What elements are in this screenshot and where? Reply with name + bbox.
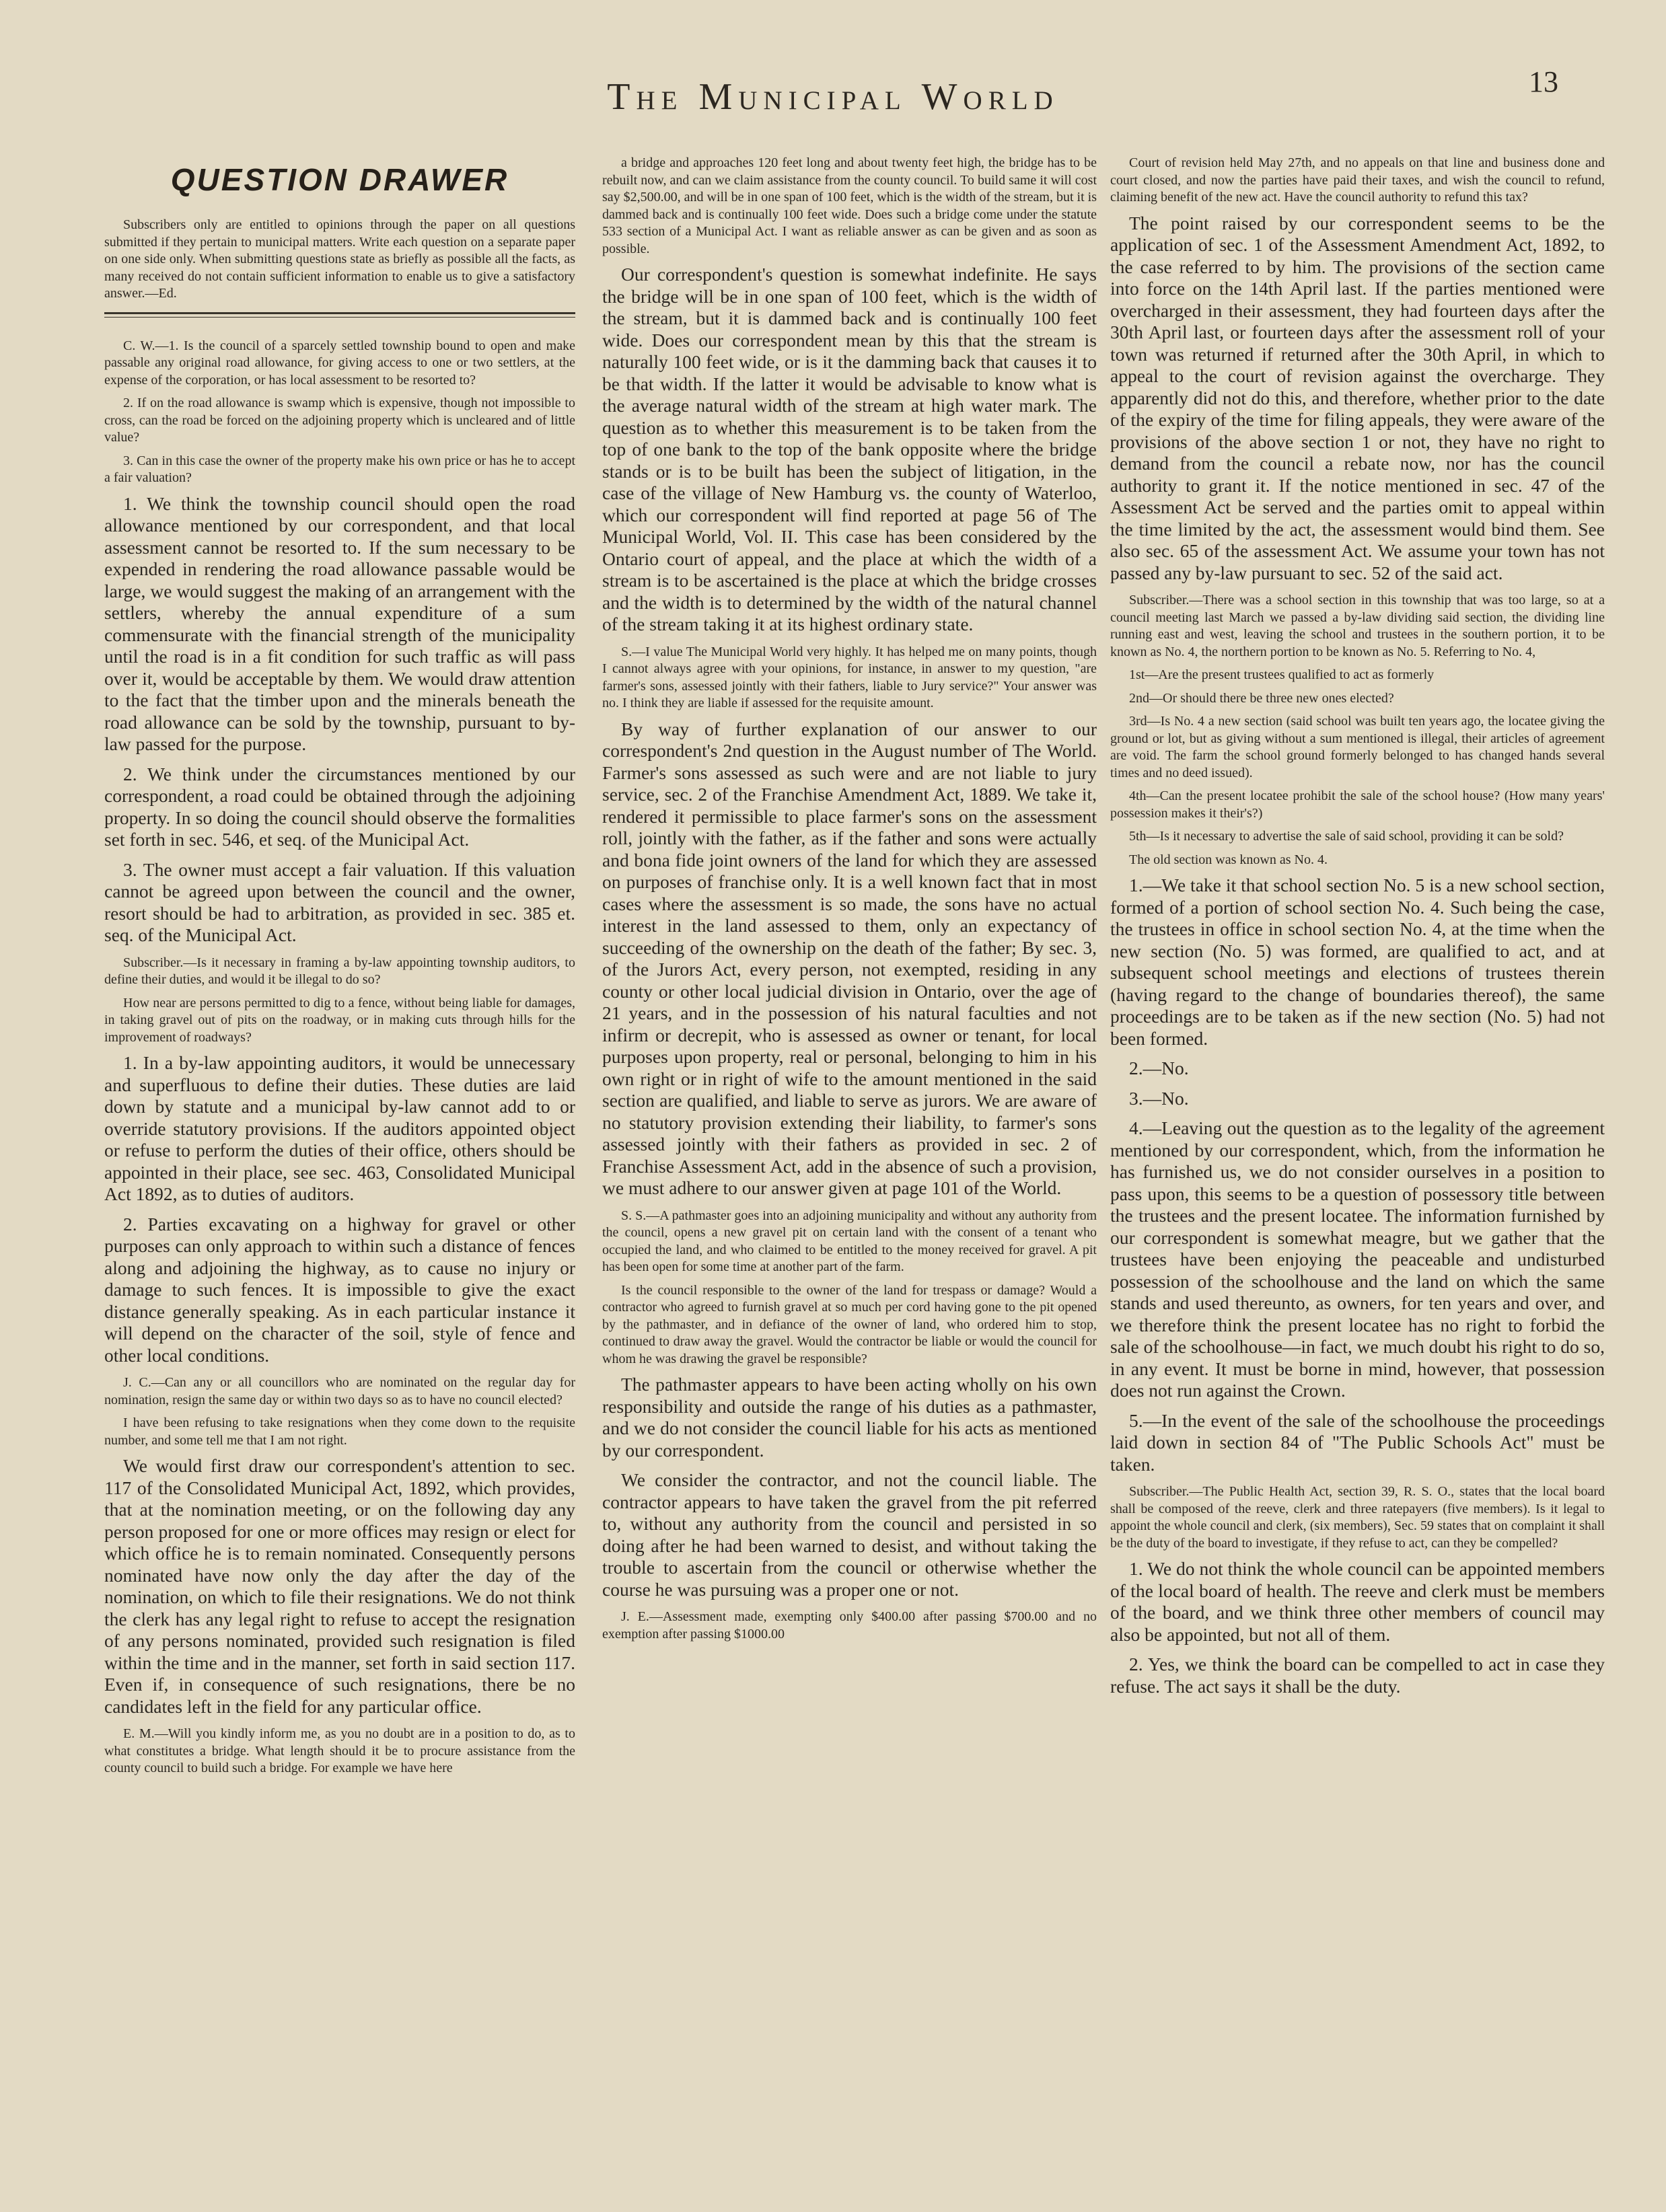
- answer-paragraph: 2. Parties excavating on a highway for gravel or other purposes can only approach to within such a distance of fences along and adjoining the highway, as to cause no injury or damage to such fences. It is impossible to give the exact distance generally speaking. As in each particular instance it will depend on the character of the soil, style of fence and other local conditions.: [104, 1213, 575, 1366]
- divider-rule: [104, 312, 575, 318]
- question-paragraph: The old section was known as No. 4.: [1129, 852, 1328, 867]
- answer-paragraph: 2. We think under the circumstances mentioned by our correspondent, a road could be obtained through the adjoining property. In so doing the council should observe the formalities set forth in sec. 546, et seq. of the Municipal Act.: [104, 763, 575, 850]
- question-paragraph: Is the council responsible to the owner of the land for trespass or damage? Would a contractor who agreed to furnish gravel at so much per cord having gone to the pit opened by the pathmaster, and in defiance of the owner of land, who ordered him to stop, continued to draw away the gravel. Would the contractor be liable or would the council for whom he was drawing the gravel be responsible?: [602, 1282, 1097, 1366]
- question-paragraph: C. W.—1. Is the council of a sparcely settled township bound to open and make passable any original road allowance, for giving access to one or two settlers, at the expense of the corporation, or has local assessment to be resorted to?: [104, 338, 575, 388]
- answer-paragraph: Our correspondent's question is somewhat indefinite. He says the bridge will be in one span of 100 feet, which is the width of the stream, but it is dammed back and is continually 100 feet wide. Does our correspondent mean by this that the stream is naturally 100 feet wide, or is it the damming back that causes it to be that width. If the latter it would be advisable to know what is the average natural width of the stream at high water mark. The question as to whether this measurement is to be taken from the top of one bank to the top of the bank opposite where the bridge stands or is to be built has been the subject of litigation, in the case of the village of New Hamburg vs. the county of Waterloo, which our correspondent will find reported at page 56 of The Municipal World, Vol. II. This case has been considered by the Ontario court of appeal, and the place at which the width of a stream is to be ascertained is the place at which the bridge crosses and the width is to determined by the width of the natural channel of the stream taking it at its highest ordinary state.: [602, 264, 1097, 634]
- question-paragraph: 3rd—Is No. 4 a new section (said school was built ten years ago, the locatee giving the ground or lot, but as giving without a sum mentioned is illegal, their articles of agreement are void. The farm the school ground formerly belonged to has changed hands several times and no deed issued).: [1110, 714, 1605, 780]
- column-2: [602, 155, 1097, 2138]
- answer-paragraph: 4.—Leaving out the question as to the legality of the agreement mentioned by our correspondent, which, from the information he has furnished us, we do not consider ourselves in a position to pass upon, this seems to be a question of possessory title between the trustees and the present locatee. The information furnished by our correspondent is somewhat meagre, but we gather that the trustees have been enjoying the peaceable and undisturbed possession of the schoolhouse and the land on which the same stands and used thereunto, as owners, for ten years and over, and we therefore think the present locatee has no right to forbid the sale of the schoolhouse—in fact, we much doubt his right to do so, in any event. It must be borne in mind, however, that possession does not run against the Crown.: [1110, 1117, 1605, 1401]
- column-1: [104, 155, 575, 2138]
- question-paragraph: Subscriber.—Is it necessary in framing a by-law appointing township auditors, to define their duties, and would it be illegal to do so?: [104, 955, 575, 987]
- question-paragraph: Subscriber.—There was a school section in this township that was too large, so at a council meeting last March we passed a by-law dividing said section, the dividing line running east and west, leaving the school and trustees in the southern portion, it to be known as No. 4, the northern portion to be known as No. 5. Referring to No. 4,: [1110, 593, 1605, 659]
- answer-paragraph: The pathmaster appears to have been acting wholly on his own responsibility and outside the range of his duties as a pathmaster, and we do not consider the council liable for his acts as mentioned by our correspondent.: [602, 1374, 1097, 1461]
- question-paragraph: 5th—Is it necessary to advertise the sale of said school, providing it can be sold?: [1129, 829, 1564, 844]
- question-paragraph: E. M.—Will you kindly inform me, as you no doubt are in a position to do, as to what constitutes a bridge. What length should it be to procure assistance from the county council to build such a bridge. For example we have here: [104, 1726, 575, 1775]
- question-paragraph: S. S.—A pathmaster goes into an adjoining municipality and without any authority from the council, opens a new gravel pit on certain land with the consent of a tenant who occupied the land, and who claimed to be entitled to the money received for gravel. A pit has been open for some time at another part of the farm.: [602, 1208, 1097, 1274]
- answer-paragraph: 1. In a by-law appointing auditors, it would be unnecessary and superfluous to define their duties. These duties are laid down by statute and a municipal by-law cannot add to or override statutory provisions. If the auditors appointed object or refuse to perform the duties of their office, others should be appointed in their place, see sec. 463, Consolidated Municipal Act 1892, as to duties of auditors.: [104, 1052, 575, 1204]
- question-paragraph: 2nd—Or should there be three new ones elected?: [1129, 690, 1394, 706]
- answer-paragraph: 3.—No.: [1129, 1087, 1189, 1109]
- question-paragraph: How near are persons permitted to dig to a fence, without being liable for damages, in taking gravel out of pits on the roadway, or in making cuts through hills for the improvement of roadways?: [104, 995, 575, 1045]
- question-paragraph: 4th—Can the present locatee prohibit the sale of the school house? (How many years' possession makes it their's?): [1110, 788, 1605, 821]
- answer-paragraph: 3. The owner must accept a fair valuation. If this valuation cannot be agreed upon between the council and the owner, resort should be had to arbitration, as provided in sec. 385 et. seq. of the Municipal Act.: [104, 858, 575, 945]
- question-paragraph: J. C.—Can any or all councillors who are nominated on the regular day for nomination, resign the same day or within two days so as to have no council elected?: [104, 1375, 575, 1407]
- answer-paragraph: We would first draw our correspondent's attention to sec. 117 of the Consolidated Municipal Act, 1892, which provides, that at the nomination meeting, or on the following day any person proposed for one or more offices may resign or elect for which office he is to remain nominated. Consequently persons nominated have now only the day after the day of the nomination, on which to file their resignations. We do not think the clerk has any legal right to refuse to accept the resignation of any persons nominated, provided such resignation is filed within the time and in the manner, set forth in said section 117. Even if, in consequence of such resignations, there be no candidates left in the field for any particular office.: [104, 1455, 575, 1717]
- question-paragraph: 2. If on the road allowance is swamp which is expensive, though not impossible to cross, can the road be forced on the adjoining property which is uncleared and of little value?: [104, 396, 575, 445]
- question-paragraph: I have been refusing to take resignations when they come down to the requisite number, and some tell me that I am not right.: [104, 1415, 575, 1448]
- section-heading: QUESTION DRAWER: [170, 162, 509, 197]
- answer-paragraph: The point raised by our correspondent seems to be the application of sec. 1 of the Assessment Amendment Act, 1892, to the case referred to by him. The provisions of the section came into force on the 14th April last. If the parties mentioned were overcharged in their assessment, they had fourteen days after the 30th April last, or fourteen days after the assessment roll of your town was returned if returned after the 30th April, in which to appeal to the court of revision against the overcharge. They apparently did not do this, and therefore, whether prior to the date of the expiry of the time for filing appeals, they were aware of the provisions of the above section 1 or not, they have no right to demand from the council a rebate now, nor has the council authority to grant it. If the notice mentioned in sec. 47 of the Assessment Act be served and the parties omit to appeal within the time limited by the act, the assessment would bind them. See also sec. 65 of the assessment Act. We assume your town has not passed any by-law pursuant to sec. 52 of the said act.: [1110, 212, 1605, 583]
- answer-paragraph: By way of further explanation of our answer to our correspondent's 2nd question in the August number of The World. Farmer's sons assessed as such were and are not liable to jury service, sec. 2 of the Franchise Amendment Act, 1889. We take it, rendered it permissible to place farmer's sons on the assessment roll, jointly with the father, as if the father and sons were actually and bona fide joint owners of the land for which they are assessed on purposes of franchise only. It is a well known fact that in most cases where the assessment is so made, the sons have no actual interest in the land assessed to them, only an expectancy of succeeding of the ownership on the death of the father; By sec. 3, of the Jurors Act, every person, not exempted, residing in any county or other local judicial division in Ontario, over the age of 21 years, and in the possession of his natural faculties and not infirm or decrepit, who is assessed as owner or tenant, for local purposes upon property, real or personal, belonging to him in his own right or in right of wife to the amount mentioned in the said section are qualified, and liable to serve as jurors. We are aware of no statutory provision extending their liability, to farmer's sons assessed jointly with their fathers as provided in sec. 2 of Franchise Assessment Act, add in the absence of such a provision, we must adhere to our answer given at page 101 of the World.: [602, 718, 1097, 1198]
- question-paragraph: 1st—Are the present trustees qualified to act as formerly: [1129, 667, 1435, 682]
- question-paragraph: Court of revision held May 27th, and no appeals on that line and business done and court closed, and now the parties have paid their taxes, and wish the council to refund, claiming benefit of the new act. Have the council authority to refund this tax?: [1110, 155, 1605, 205]
- answer-paragraph: 1.—We take it that school section No. 5 is a new school section, formed of a portion of school section No. 4. Such being the case, the trustees in office in school section No. 4, at the time when the new section (No. 5) was formed, are qualified to act, and at subsequent school meetings and elections of trustees therein (having regard to the change of boundaries thereof), the same proceedings are to be taken as if the new section (No. 5) had not been formed.: [1110, 875, 1605, 1049]
- question-paragraph: Subscriber.—The Public Health Act, section 39, R. S. O., states that the local board shall be composed of the reeve, clerk and three ratepayers (five members). Is it legal to appoint the whole council and clerk, (six members), Sec. 59 states that on complaint it shall be the duty of the board to investigate, if they refuse to act, can they be compelled?: [1110, 1484, 1605, 1551]
- answer-paragraph: 2.—No.: [1129, 1058, 1189, 1078]
- question-paragraph: J. E.—Assessment made, exempting only $400.00 after passing $700.00 and no exemption after passing $1000.00: [602, 1609, 1097, 1642]
- answer-paragraph: 2. Yes, we think the board can be compelled to act in case they refuse. The act says it shall be the duty.: [1110, 1654, 1605, 1697]
- answer-paragraph: 1. We do not think the whole council can be appointed members of the local board of health. The reeve and clerk must be members of the board, and we think three other members of council may also be appointed, but not all of them.: [1110, 1558, 1605, 1645]
- question-paragraph: a bridge and approaches 120 feet long and about twenty feet high, the bridge has to be rebuilt now, and can we claim assistance from the county council. To build same it will cost say $2,500.00, and will be in one span of 100 feet, which is the width of the stream, but it is dammed back and is continually 100 feet wide. Does such a bridge come under the statute 533 section of a Municipal Act. I want as reliable answer as can be given and as soon as possible.: [602, 155, 1097, 256]
- answer-paragraph: 1. We think the township council should open the road allowance mentioned by our correspondent, and that local assessment cannot be resorted to. If the sum necessary to be expended in rendering the road allowance passable would be large, we would suggest the making of an arrangement with the settlers, whereby the annual expenditure of a sum commensurate with the financial strength of the municipality until the road is in a fit condition for such traffic as will pass over it, would be acceptable by them. We would draw attention to the fact that the timber upon and the minerals beneath the road allowance can be sold by the township, pursuant to by-law passed for the purpose.: [104, 492, 575, 754]
- page-number: 13: [1529, 65, 1558, 98]
- question-paragraph: 3. Can in this case the owner of the property make his own price or has he to accept a fair valuation?: [104, 453, 575, 485]
- question-paragraph: Subscribers only are entitled to opinions through the paper on all questions submitted if they pertain to municipal matters. Write each question on a separate paper on one side only. When submitting questions state as briefly as possible all the facts, as many received do not contain sufficient information to enable us to give a satisfactory answer.—Ed.: [104, 217, 575, 301]
- running-title: The Municipal World: [607, 76, 1059, 118]
- column-3: [1110, 155, 1605, 2138]
- answer-paragraph: We consider the contractor, and not the council liable. The contractor appears to have taken the gravel from the pit referred to, without any authority from the council and persisted in so doing after he had been warned to desist, and without taking the trouble to ascertain from the council or otherwise whether the course he was pursuing was a proper one or not.: [602, 1469, 1097, 1600]
- answer-paragraph: 5.—In the event of the sale of the schoolhouse the proceedings laid down in section 84 of "The Public Schools Act" must be taken.: [1110, 1409, 1605, 1475]
- question-paragraph: S.—I value The Municipal World very highly. It has helped me on many points, though I cannot always agree with your opinions, for instance, in answer to my question, "are farmer's sons, assessed jointly with their fathers, liable to Jury service?" Your answer was no. I think they are liable if assessed for the requisite amount.: [602, 644, 1097, 710]
